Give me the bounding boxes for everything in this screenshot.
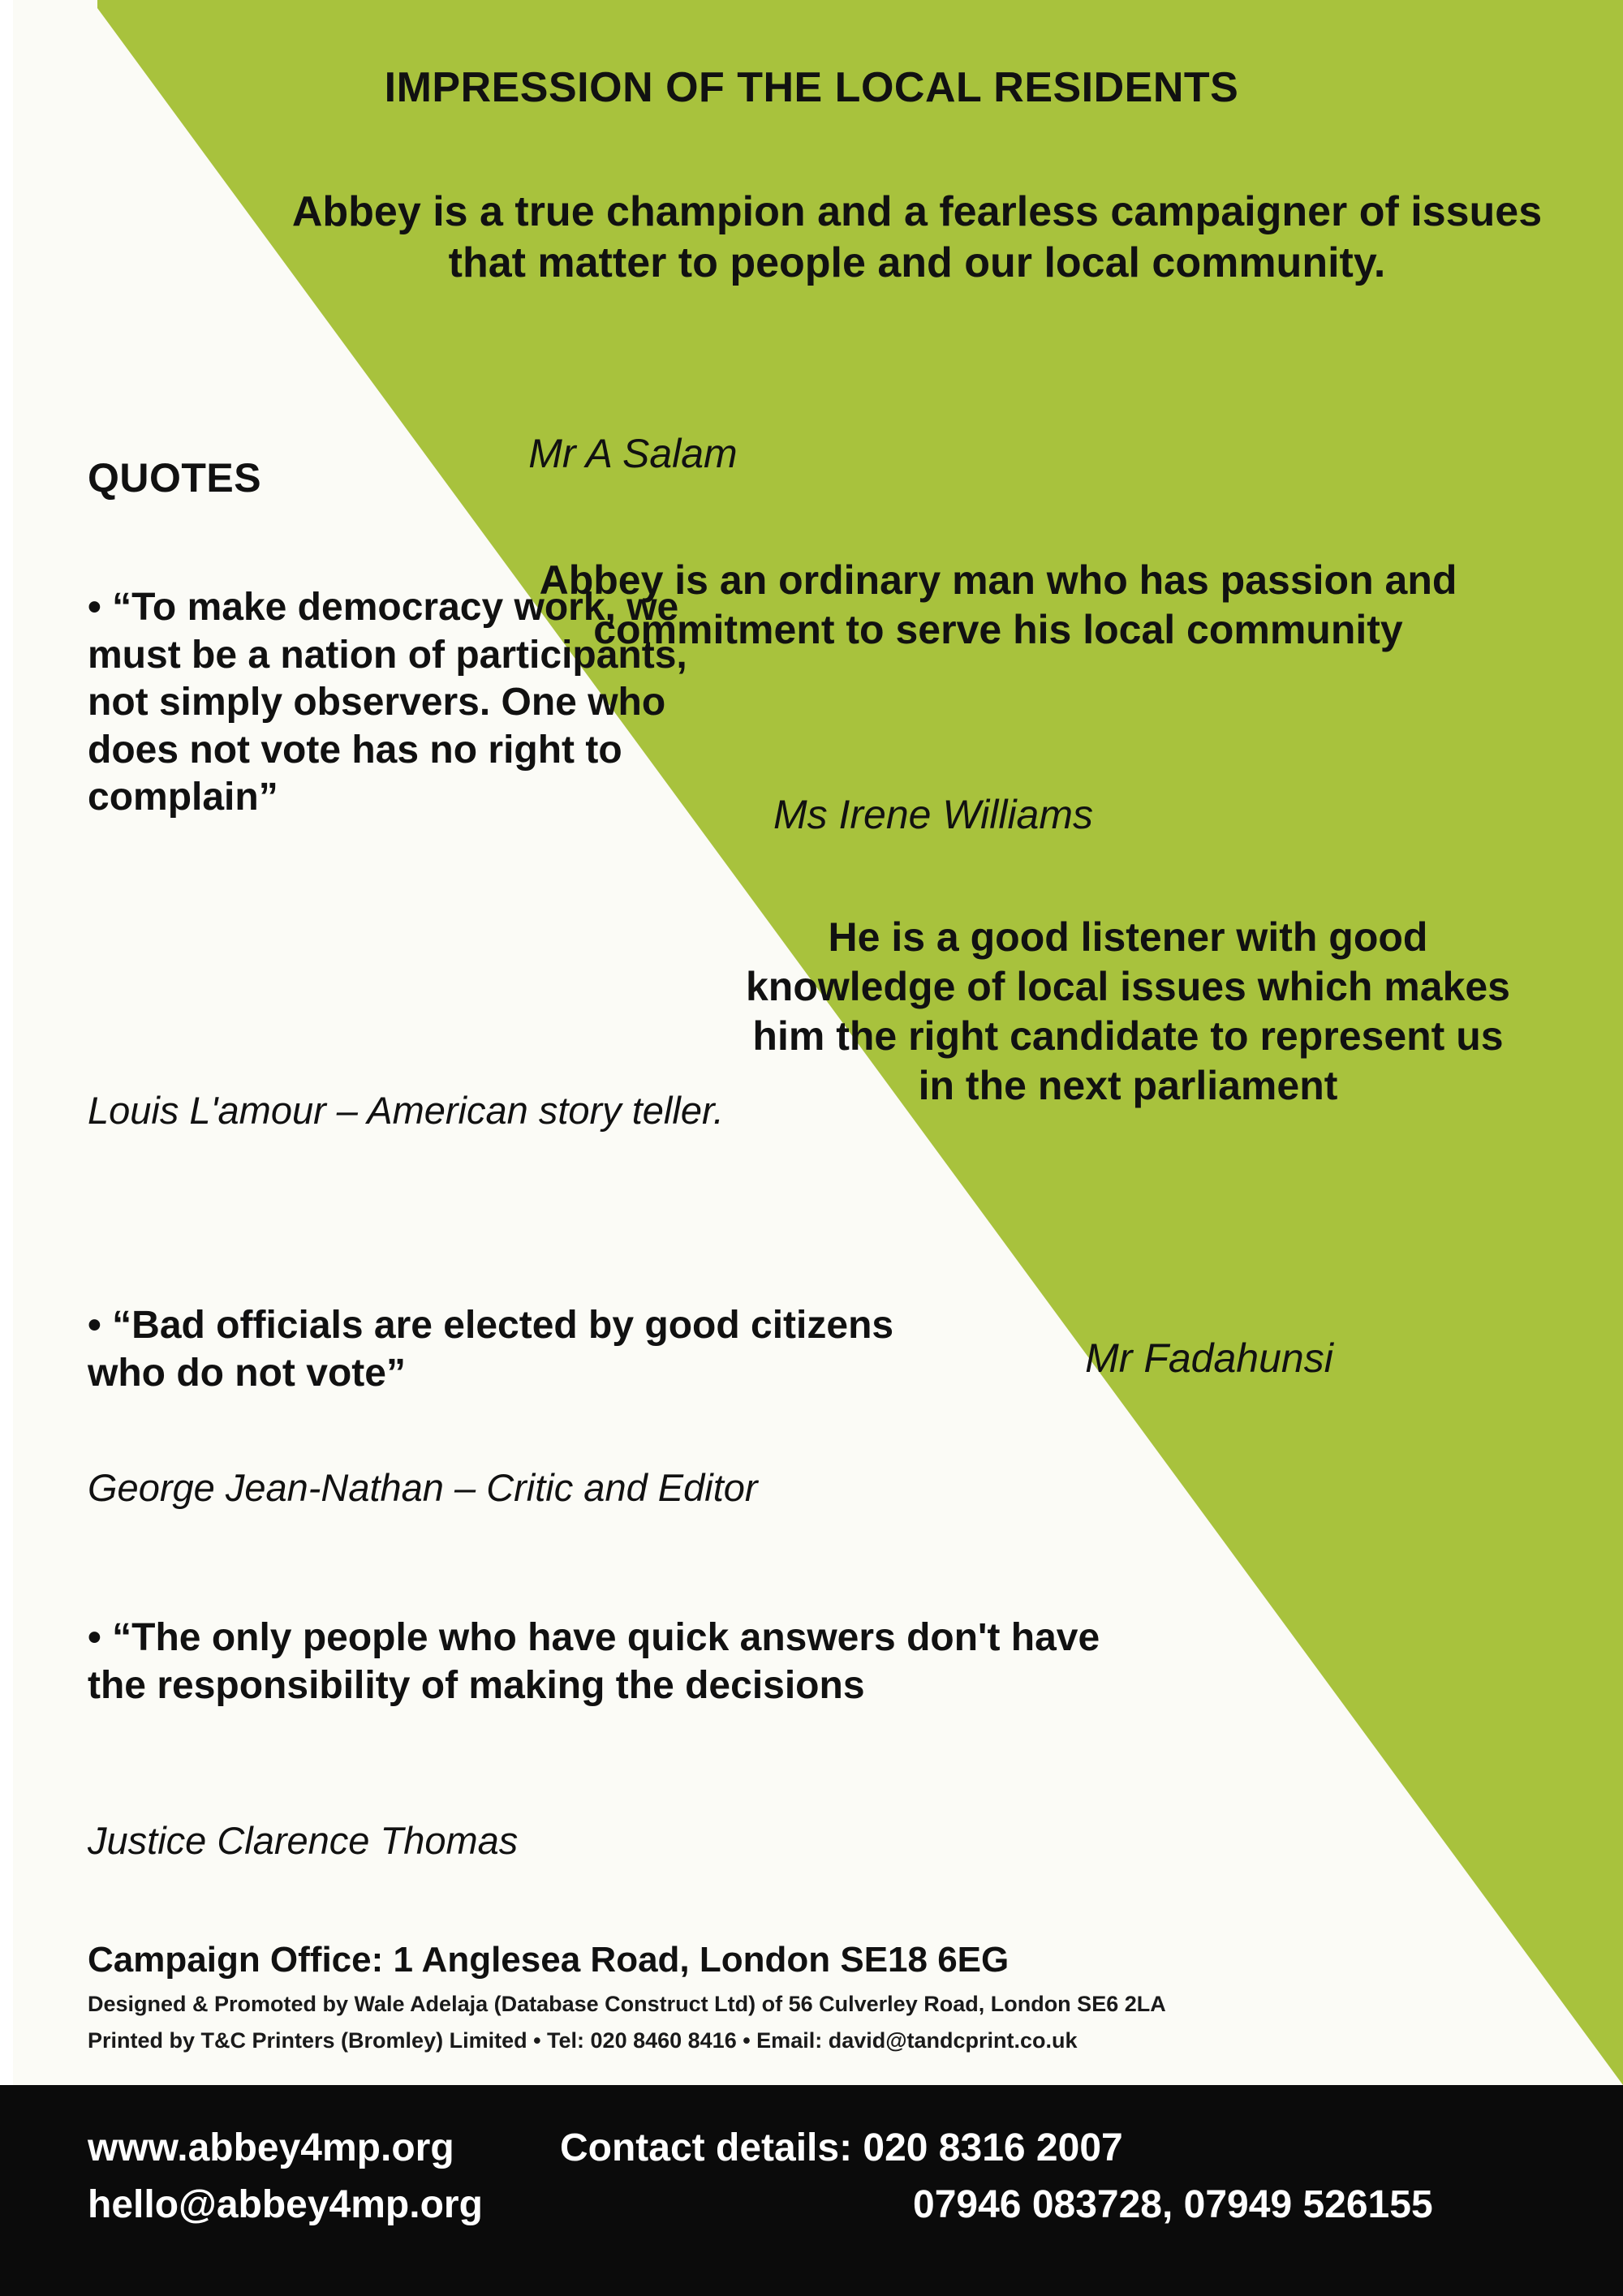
footer-mobile-numbers: 07946 083728, 07949 526155 — [913, 2183, 1433, 2226]
testimonial-1-text: Abbey is a true champion and a fearless campaigner of issues that matter to people and our local community. — [291, 188, 1543, 287]
quote-text-2: “Bad officials are elected by good citizens who do not vote” — [88, 1304, 894, 1395]
page-title: IMPRESSION OF THE LOCAL RESIDENTS — [384, 64, 1239, 111]
campaign-office-address: Campaign Office: 1 Anglesea Road, London SE18 6EG — [88, 1940, 1010, 1980]
quote-bullet-2: • — [88, 1304, 101, 1347]
quote-item-2 — [88, 1302, 899, 1397]
testimonial-3-attribution: Mr Fadahunsi — [1085, 1335, 1333, 1381]
testimonial-2-attribution: Ms Irene Williams — [773, 792, 1094, 837]
quote-attribution-3: Justice Clarence Thomas — [88, 1819, 519, 1862]
quote-item-1 — [88, 584, 704, 822]
footer-contact-details: Contact details: 020 8316 2007 — [560, 2126, 1123, 2169]
quotes-section-heading: QUOTES — [88, 455, 262, 501]
footer-website-link[interactable]: www.abbey4mp.org — [88, 2126, 454, 2169]
testimonial-1-attribution: Mr A Salam — [528, 431, 738, 476]
quote-attribution-1: Louis L'amour – American story teller. — [88, 1089, 724, 1132]
page-left-margin — [0, 0, 13, 2296]
quote-text-3: “The only people who have quick answers don't have the responsibility of making the decisions — [88, 1616, 1100, 1707]
testimonial-3-text: He is a good listener with good knowledge of local issues which makes him the right candidate to represent us in the next parliament — [746, 914, 1510, 1108]
designed-promoted-notice: Designed & Promoted by Wale Adelaja (Database Construct Ltd) of 56 Culverley Road, London SE6 2LA — [88, 1992, 1166, 2016]
quote-item-3 — [88, 1615, 1143, 1709]
quote-bullet-1: • — [88, 586, 101, 629]
quote-attribution-2: George Jean-Nathan – Critic and Editor — [88, 1466, 758, 1509]
footer-email-link[interactable]: hello@abbey4mp.org — [88, 2183, 483, 2226]
quote-bullet-3: • — [88, 1616, 101, 1659]
testimonial-2-text: Abbey is an ordinary man who has passion and commitment to serve his local community — [539, 557, 1457, 652]
quote-text-1: “To make democracy work, we must be a nation of participants, not simply observers. One who does not vote has no right to complain” — [88, 586, 687, 819]
printer-notice: Printed by T&C Printers (Bromley) Limited • Tel: 020 8460 8416 • Email: david@tandcprint.co.uk — [88, 2028, 1078, 2053]
